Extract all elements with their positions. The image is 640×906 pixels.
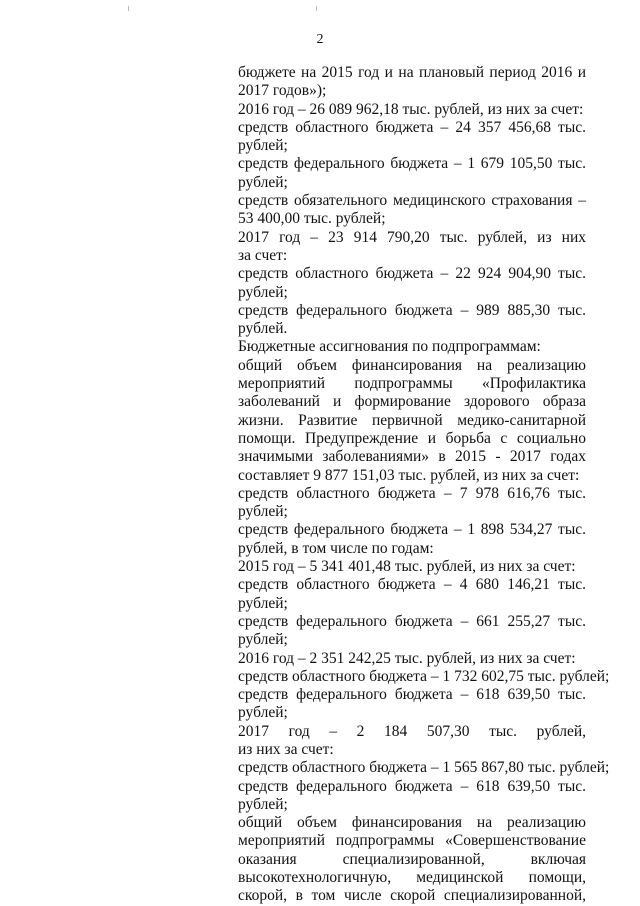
scan-mark-right (316, 6, 317, 11)
text-line: заболеваний и формирование здорового образа (238, 393, 586, 411)
text-line: мероприятий подпрограммы «Профилактика (238, 375, 586, 393)
text-line: высокотехнологичную, медицинской помощи, (238, 869, 586, 887)
text-line: 2017 год – 2 184 507,30 тыс. рублей, (238, 722, 586, 740)
text-line: средств федерального бюджета – 1 898 534,27 тыс. (238, 521, 586, 539)
text-line: 2016 год – 2 351 242,25 тыс. рублей, из них за счет: (238, 649, 576, 667)
text-line: составляет 9 877 151,03 тыс. рублей, из них за счет: (238, 466, 580, 484)
text-line: средств федерального бюджета – 618 639,50 тыс. (238, 777, 586, 795)
text-line: из них за счет: (238, 740, 334, 758)
text-line: средств областного бюджета – 7 978 616,76 тыс. (238, 484, 586, 502)
text-line: бюджете на 2015 год и на плановый период 2016 и (238, 64, 586, 81)
text-line: средств областного бюджета – 24 357 456,68 тыс. (238, 118, 586, 136)
text-line: рублей; (238, 631, 288, 649)
text-line: значимыми заболеваниями» в 2015 - 2017 годах (238, 448, 586, 466)
text-line: жизни. Развитие первичной медико-санитарной (238, 411, 586, 429)
text-line: общий объем финансирования на реализацию (238, 356, 586, 374)
text-line: рублей; (238, 503, 288, 521)
text-line: средств федерального бюджета – 661 255,27 тыс. (238, 612, 586, 630)
text-line: рублей; (238, 173, 288, 191)
text-line: помощи. Предупреждение и борьба с социально (238, 429, 586, 447)
text-line: рублей, в том числе по годам: (238, 539, 434, 557)
document-body (238, 64, 610, 906)
text-line: средств областного бюджета – 1 565 867,80 тыс. рублей; (238, 759, 610, 777)
text-line: средств областного бюджета – 1 732 602,75 тыс. рублей; (238, 667, 610, 685)
text-line: средств областного бюджета – 4 680 146,21 тыс. (238, 576, 586, 594)
text-line: средств областного бюджета – 22 924 904,90 тыс. (238, 265, 586, 283)
text-line: средств федерального бюджета – 618 639,50 тыс. (238, 686, 586, 704)
text-line: 53 400,00 тыс. рублей; (238, 210, 386, 228)
text-line: рублей; (238, 137, 288, 155)
text-line: оказания специализированной, включая (238, 850, 586, 868)
text-line: Бюджетные ассигнования по подпрограммам: (238, 338, 541, 356)
text-line: 2017 год – 23 914 790,20 тыс. рублей, из них (238, 228, 586, 246)
text-line: рублей; (238, 283, 288, 301)
text-line: 2015 год – 5 341 401,48 тыс. рублей, из них за счет: (238, 558, 576, 576)
page-number: 2 (316, 32, 324, 47)
text-line: рублей; (238, 594, 288, 612)
scan-mark-left (128, 6, 129, 11)
text-line: средств федерального бюджета – 989 885,30 тыс. (238, 301, 586, 319)
text-line: 2017 годов»); (238, 82, 327, 100)
text-line: рублей; (238, 795, 288, 813)
text-line: рублей; (238, 704, 288, 722)
text-line: рублей. (238, 320, 288, 338)
text-line: средств федерального бюджета – 1 679 105,50 тыс. (238, 155, 586, 173)
text-line: скорой, в том числе скорой специализированной, (238, 887, 586, 905)
text-line: общий объем финансирования на реализацию (238, 814, 586, 832)
text-line: 2016 год – 26 089 962,18 тыс. рублей, из них за счет: (238, 100, 584, 118)
text-line: средств обязательного медицинского страхования – (238, 192, 586, 210)
text-line: мероприятий подпрограммы «Совершенствование (238, 832, 586, 850)
text-line: за счет: (238, 246, 288, 264)
